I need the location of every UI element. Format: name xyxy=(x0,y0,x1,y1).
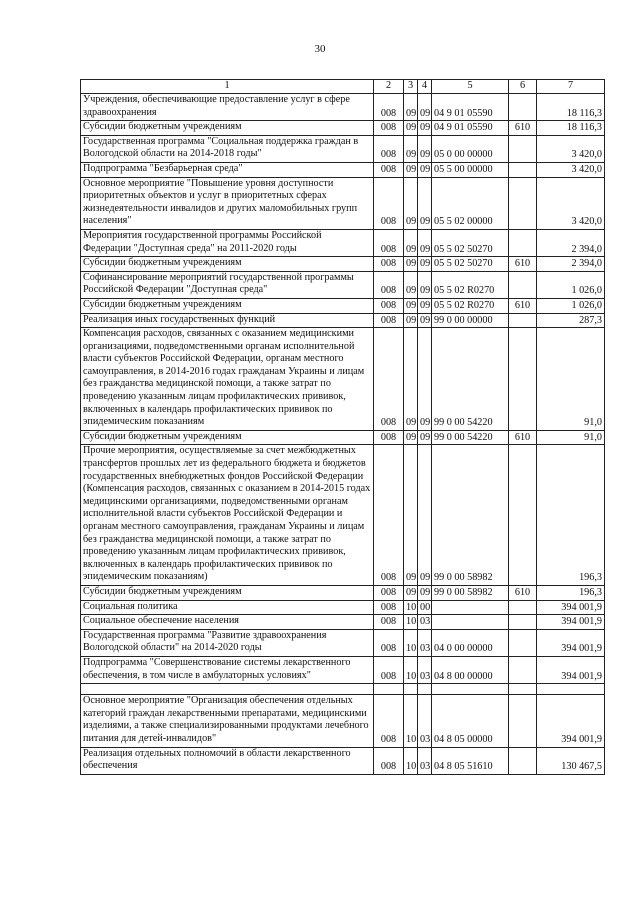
row-expense-type: 610 xyxy=(509,121,537,136)
row-subsection-code: 03 xyxy=(418,656,432,683)
header-col-7: 7 xyxy=(537,80,605,94)
table-row xyxy=(81,121,605,136)
row-name: Субсидии бюджетным учреждениям xyxy=(81,298,374,313)
table-row xyxy=(81,585,605,600)
row-target-article: 99 0 00 58982 xyxy=(432,445,509,586)
row-expense-type xyxy=(509,629,537,656)
row-amount: 196,3 xyxy=(537,445,605,586)
row-amount: 18 116,3 xyxy=(537,94,605,121)
row-section-code: 09 xyxy=(404,229,418,256)
header-col-6: 6 xyxy=(509,80,537,94)
row-name: Основное мероприятие "Повышение уровня доступности приоритетных объектов и услуг в приоритетных сферах жизнедеятельности инвалидов и других маломобильных групп населения" xyxy=(81,177,374,229)
table-row xyxy=(81,656,605,683)
table-row xyxy=(81,162,605,177)
row-section-code: 10 xyxy=(404,695,418,747)
row-grbs-code: 008 xyxy=(374,615,404,630)
row-grbs-code: 008 xyxy=(374,298,404,313)
row-section-code: 09 xyxy=(404,298,418,313)
row-name: Учреждения, обеспечивающие предоставление услуг в сфере здравоохранения xyxy=(81,94,374,121)
row-name: Компенсация расходов, связанных с оказанием медицинскими организациями, подведомственными органам исполнительной власти субъектов Российской Федерации, органам местного самоуправления, в 2014-2016 годах гражданам Украины и лицам без гражданства медицинской помощи, а также затрат по проведению указанным лицам профилактических прививок, включенных в календарь профилактических прививок по эпидемическим показаниям xyxy=(81,328,374,431)
row-grbs-code: 008 xyxy=(374,629,404,656)
row-expense-type xyxy=(509,615,537,630)
row-section-code: 10 xyxy=(404,747,418,774)
row-subsection-code: 09 xyxy=(418,328,432,431)
row-grbs-code: 008 xyxy=(374,94,404,121)
spacer-row xyxy=(81,684,605,695)
row-grbs-code: 008 xyxy=(374,313,404,328)
row-amount: 3 420,0 xyxy=(537,162,605,177)
table-row xyxy=(81,445,605,586)
header-col-2: 2 xyxy=(374,80,404,94)
table-row xyxy=(81,177,605,229)
row-subsection-code: 03 xyxy=(418,629,432,656)
row-amount: 394 001,9 xyxy=(537,656,605,683)
row-target-article: 99 0 00 54220 xyxy=(432,328,509,431)
row-grbs-code: 008 xyxy=(374,328,404,431)
row-target-article: 99 0 00 00000 xyxy=(432,313,509,328)
row-amount: 394 001,9 xyxy=(537,629,605,656)
row-section-code: 10 xyxy=(404,656,418,683)
table-row xyxy=(81,271,605,298)
row-subsection-code: 09 xyxy=(418,94,432,121)
row-amount: 394 001,9 xyxy=(537,695,605,747)
row-target-article: 05 5 02 50270 xyxy=(432,257,509,272)
row-section-code: 09 xyxy=(404,430,418,445)
row-grbs-code: 008 xyxy=(374,585,404,600)
row-expense-type xyxy=(509,135,537,162)
row-expense-type xyxy=(509,229,537,256)
table-row xyxy=(81,615,605,630)
row-amount: 18 116,3 xyxy=(537,121,605,136)
row-amount: 287,3 xyxy=(537,313,605,328)
row-name: Государственная программа "Социальная поддержка граждан в Вологодской области на 2014-2018 годы" xyxy=(81,135,374,162)
row-section-code: 09 xyxy=(404,162,418,177)
table-row xyxy=(81,695,605,747)
row-section-code: 09 xyxy=(404,445,418,586)
row-name: Основное мероприятие "Организация обеспечения отдельных категорий граждан лекарственными препаратами, медицинскими изделиями, а также специализированными продуктами лечебного питания для детей-инвалидов" xyxy=(81,695,374,747)
table-row xyxy=(81,629,605,656)
row-target-article: 04 0 00 00000 xyxy=(432,629,509,656)
row-section-code: 09 xyxy=(404,328,418,431)
row-grbs-code: 008 xyxy=(374,257,404,272)
table-row xyxy=(81,600,605,615)
header-col-3: 3 xyxy=(404,80,418,94)
row-target-article: 05 0 00 00000 xyxy=(432,135,509,162)
row-section-code: 10 xyxy=(404,600,418,615)
row-expense-type xyxy=(509,656,537,683)
row-section-code: 09 xyxy=(404,313,418,328)
row-amount: 91,0 xyxy=(537,328,605,431)
row-target-article: 99 0 00 54220 xyxy=(432,430,509,445)
row-name: Субсидии бюджетным учреждениям xyxy=(81,430,374,445)
row-subsection-code: 09 xyxy=(418,585,432,600)
row-target-article: 04 8 05 51610 xyxy=(432,747,509,774)
row-grbs-code: 008 xyxy=(374,162,404,177)
row-subsection-code: 09 xyxy=(418,162,432,177)
row-subsection-code: 09 xyxy=(418,177,432,229)
row-target-article: 05 5 02 R0270 xyxy=(432,271,509,298)
row-subsection-code: 09 xyxy=(418,445,432,586)
row-amount: 196,3 xyxy=(537,585,605,600)
row-expense-type: 610 xyxy=(509,298,537,313)
table-row xyxy=(81,328,605,431)
table-row xyxy=(81,229,605,256)
row-expense-type xyxy=(509,271,537,298)
row-grbs-code: 008 xyxy=(374,747,404,774)
row-amount: 3 420,0 xyxy=(537,177,605,229)
row-amount: 130 467,5 xyxy=(537,747,605,774)
row-amount: 91,0 xyxy=(537,430,605,445)
row-section-code: 10 xyxy=(404,629,418,656)
row-name: Государственная программа "Развитие здравоохранения Вологодской области" на 2014-2020 годы xyxy=(81,629,374,656)
row-target-article: 05 5 00 00000 xyxy=(432,162,509,177)
row-amount: 2 394,0 xyxy=(537,257,605,272)
row-subsection-code: 03 xyxy=(418,615,432,630)
row-expense-type: 610 xyxy=(509,257,537,272)
table-row xyxy=(81,747,605,774)
row-section-code: 09 xyxy=(404,585,418,600)
row-subsection-code: 09 xyxy=(418,135,432,162)
row-grbs-code: 008 xyxy=(374,177,404,229)
row-name: Субсидии бюджетным учреждениям xyxy=(81,257,374,272)
header-col-4: 4 xyxy=(418,80,432,94)
row-expense-type xyxy=(509,313,537,328)
row-amount: 394 001,9 xyxy=(537,615,605,630)
row-name: Субсидии бюджетным учреждениям xyxy=(81,121,374,136)
row-subsection-code: 03 xyxy=(418,695,432,747)
row-subsection-code: 09 xyxy=(418,257,432,272)
row-target-article: 99 0 00 58982 xyxy=(432,585,509,600)
row-subsection-code: 09 xyxy=(418,229,432,256)
row-grbs-code: 008 xyxy=(374,600,404,615)
row-grbs-code: 008 xyxy=(374,135,404,162)
row-amount: 2 394,0 xyxy=(537,229,605,256)
row-subsection-code: 03 xyxy=(418,747,432,774)
row-grbs-code: 008 xyxy=(374,229,404,256)
row-grbs-code: 008 xyxy=(374,430,404,445)
row-name: Социальное обеспечение населения xyxy=(81,615,374,630)
row-subsection-code: 09 xyxy=(418,271,432,298)
table-row xyxy=(81,135,605,162)
row-target-article xyxy=(432,600,509,615)
row-grbs-code: 008 xyxy=(374,271,404,298)
row-amount: 3 420,0 xyxy=(537,135,605,162)
row-amount: 394 001,9 xyxy=(537,600,605,615)
row-name: Подпрограмма "Совершенствование системы лекарственного обеспечения, в том числе в амбулаторных условиях" xyxy=(81,656,374,683)
row-grbs-code: 008 xyxy=(374,695,404,747)
row-expense-type xyxy=(509,94,537,121)
budget-table xyxy=(80,79,605,775)
header-col-5: 5 xyxy=(432,80,509,94)
row-target-article: 05 5 02 R0270 xyxy=(432,298,509,313)
row-section-code: 09 xyxy=(404,271,418,298)
row-section-code: 09 xyxy=(404,94,418,121)
row-name: Софинансирование мероприятий государственной программы Российской Федерации "Доступная среда" xyxy=(81,271,374,298)
row-name: Субсидии бюджетным учреждениям xyxy=(81,585,374,600)
page-number: 30 xyxy=(314,43,326,55)
row-target-article: 05 5 02 50270 xyxy=(432,229,509,256)
row-target-article: 04 8 05 00000 xyxy=(432,695,509,747)
row-target-article xyxy=(432,615,509,630)
row-expense-type xyxy=(509,162,537,177)
row-section-code: 09 xyxy=(404,257,418,272)
row-grbs-code: 008 xyxy=(374,656,404,683)
row-section-code: 09 xyxy=(404,177,418,229)
row-expense-type xyxy=(509,695,537,747)
row-name: Социальная политика xyxy=(81,600,374,615)
header-col-1: 1 xyxy=(81,80,374,94)
header-row xyxy=(81,80,605,94)
table-row xyxy=(81,430,605,445)
row-subsection-code: 09 xyxy=(418,298,432,313)
row-expense-type xyxy=(509,328,537,431)
row-expense-type xyxy=(509,600,537,615)
row-section-code: 09 xyxy=(404,121,418,136)
row-name: Реализация иных государственных функций xyxy=(81,313,374,328)
row-target-article: 04 9 01 05590 xyxy=(432,121,509,136)
row-name: Мероприятия государственной программы Российской Федерации "Доступная среда" на 2011-2020 годы xyxy=(81,229,374,256)
row-expense-type xyxy=(509,445,537,586)
row-name: Реализация отдельных полномочий в области лекарственного обеспечения xyxy=(81,747,374,774)
row-target-article: 04 8 00 00000 xyxy=(432,656,509,683)
row-subsection-code: 09 xyxy=(418,313,432,328)
table-row xyxy=(81,94,605,121)
row-name: Подпрограмма "Безбарьерная среда" xyxy=(81,162,374,177)
row-section-code: 10 xyxy=(404,615,418,630)
row-target-article: 04 9 01 05590 xyxy=(432,94,509,121)
row-expense-type xyxy=(509,747,537,774)
table-row xyxy=(81,298,605,313)
row-target-article: 05 5 02 00000 xyxy=(432,177,509,229)
row-section-code: 09 xyxy=(404,135,418,162)
table-row xyxy=(81,257,605,272)
row-subsection-code: 00 xyxy=(418,600,432,615)
row-grbs-code: 008 xyxy=(374,445,404,586)
row-amount: 1 026,0 xyxy=(537,271,605,298)
row-name: Прочие мероприятия, осуществляемые за счет межбюджетных трансфертов прошлых лет из федерального бюджета и бюджетов государственных внебюджетных фондов Российской Федерации (Компенсация расходов, связанных с оказанием в 2014-2015 годах медицинскими организациями, подведомственными органам исполнительной власти субъектов Российской Федерации и органам местного самоуправления, гражданам Украины и лицам без гражданства медицинской помощи, а также затрат по проведению указанным лицам профилактических прививок, включенных в календарь профилактических прививок по эпидемическим показаниям) xyxy=(81,445,374,586)
row-expense-type xyxy=(509,177,537,229)
table-row xyxy=(81,313,605,328)
row-grbs-code: 008 xyxy=(374,121,404,136)
row-amount: 1 026,0 xyxy=(537,298,605,313)
row-subsection-code: 09 xyxy=(418,430,432,445)
row-expense-type: 610 xyxy=(509,585,537,600)
row-expense-type: 610 xyxy=(509,430,537,445)
row-subsection-code: 09 xyxy=(418,121,432,136)
